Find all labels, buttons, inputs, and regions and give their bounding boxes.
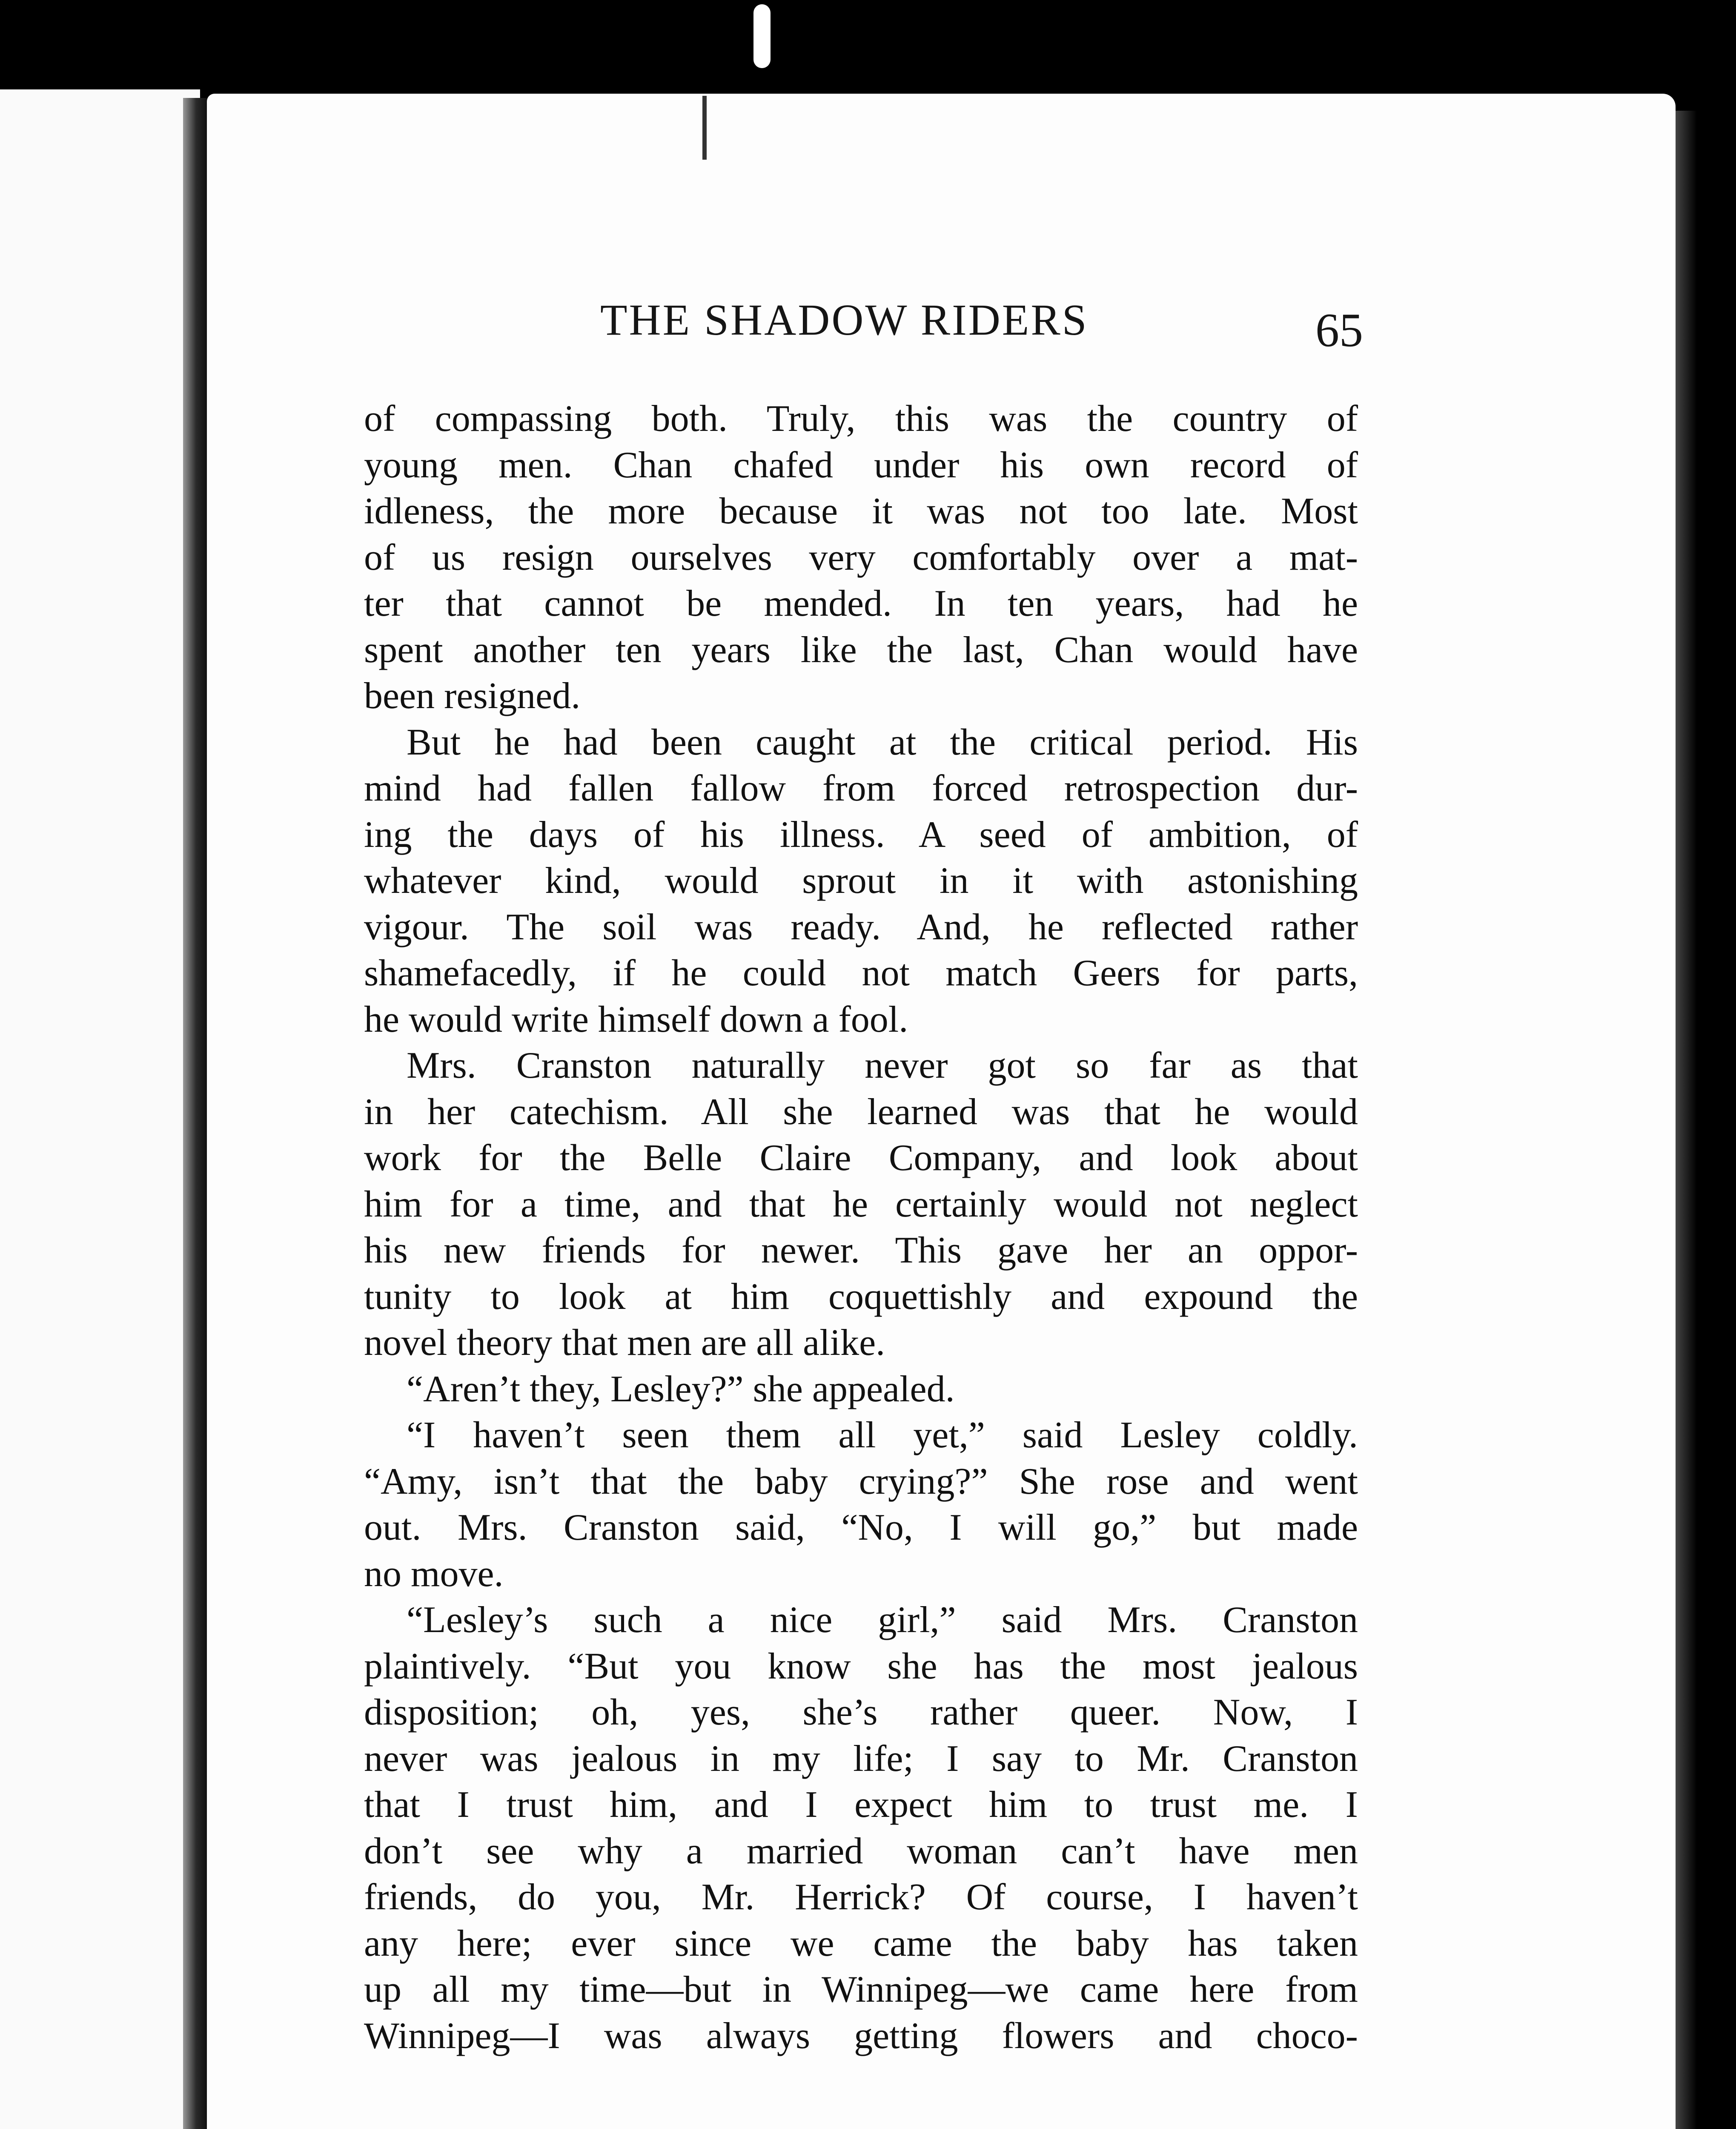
text-line: Winnipeg—I was always getting flowers and choco- <box>364 2015 1358 2057</box>
text-line: shamefacedly, if he could not match Geers for parts, <box>364 953 1358 994</box>
text-line: his new friends for newer. This gave her an oppor- <box>364 1230 1358 1271</box>
text-line: of compassing both. Truly, this was the country of <box>364 398 1358 439</box>
text-line: been resigned. <box>364 675 581 717</box>
text-line: him for a time, and that he certainly would not neglect <box>364 1183 1358 1225</box>
text-line: ter that cannot be mended. In ten years, had he <box>364 583 1358 624</box>
book-gutter-shadow <box>183 98 207 2129</box>
page-body-text <box>364 396 1358 2059</box>
text-line: never was jealous in my life; I say to Mr. Cranston <box>364 1738 1358 1779</box>
text-line: mind had fallen fallow from forced retrospection dur- <box>364 768 1358 809</box>
text-line: spent another ten years like the last, Chan would have <box>364 629 1358 671</box>
text-line: Mrs. Cranston naturally never got so far as that <box>407 1045 1358 1086</box>
text-line: that I trust him, and I expect him to trust me. I <box>364 1784 1358 1825</box>
text-line: plaintively. “But you know she has the most jealous <box>364 1645 1358 1687</box>
text-line: tunity to look at him coquettishly and expound the <box>364 1276 1358 1317</box>
left-page-edge <box>0 89 200 2129</box>
text-line: young men. Chan chafed under his own record of <box>364 444 1358 486</box>
text-line: friends, do you, Mr. Herrick? Of course, I haven’t <box>364 1877 1358 1918</box>
text-line: idleness, the more because it was not too late. Most <box>364 491 1358 532</box>
text-line: “Amy, isn’t that the baby crying?” She rose and went <box>364 1460 1358 1502</box>
text-line: novel theory that men are all alike. <box>364 1322 885 1363</box>
scan-artifact-mark <box>753 4 771 68</box>
text-line: “Aren’t they, Lesley?” she appealed. <box>407 1368 955 1410</box>
text-line: no move. <box>364 1553 504 1595</box>
text-line: disposition; oh, yes, she’s rather queer. Now, I <box>364 1692 1358 1733</box>
scan-artifact-line <box>702 96 707 160</box>
text-line: out. Mrs. Cranston said, “No, I will go,” but made <box>364 1507 1358 1548</box>
running-head: THE SHADOW RIDERS <box>600 296 1089 344</box>
text-line: any here; ever since we came the baby has taken <box>364 1922 1358 1964</box>
text-line: But he had been caught at the critical period. His <box>407 721 1358 763</box>
text-line: work for the Belle Claire Company, and look about <box>364 1137 1358 1179</box>
text-line: don’t see why a married woman can’t have men <box>364 1830 1358 1872</box>
page-number: 65 <box>1315 304 1363 357</box>
text-line: “Lesley’s such a nice girl,” said Mrs. Cranston <box>407 1599 1358 1641</box>
text-line: in her catechism. All she learned was that he would <box>364 1091 1358 1133</box>
text-line: vigour. The soil was ready. And, he reflected rather <box>364 906 1358 948</box>
text-line: whatever kind, would sprout in it with astonishing <box>364 860 1358 901</box>
page-edge-shadow <box>1676 111 1697 2129</box>
text-line: up all my time—but in Winnipeg—we came here from <box>364 1969 1358 2010</box>
text-line: ing the days of his illness. A seed of ambition, of <box>364 814 1358 855</box>
text-line: he would write himself down a fool. <box>364 999 908 1040</box>
text-line: “I haven’t seen them all yet,” said Lesley coldly. <box>407 1415 1358 1456</box>
text-line: of us resign ourselves very comfortably over a mat- <box>364 537 1358 578</box>
